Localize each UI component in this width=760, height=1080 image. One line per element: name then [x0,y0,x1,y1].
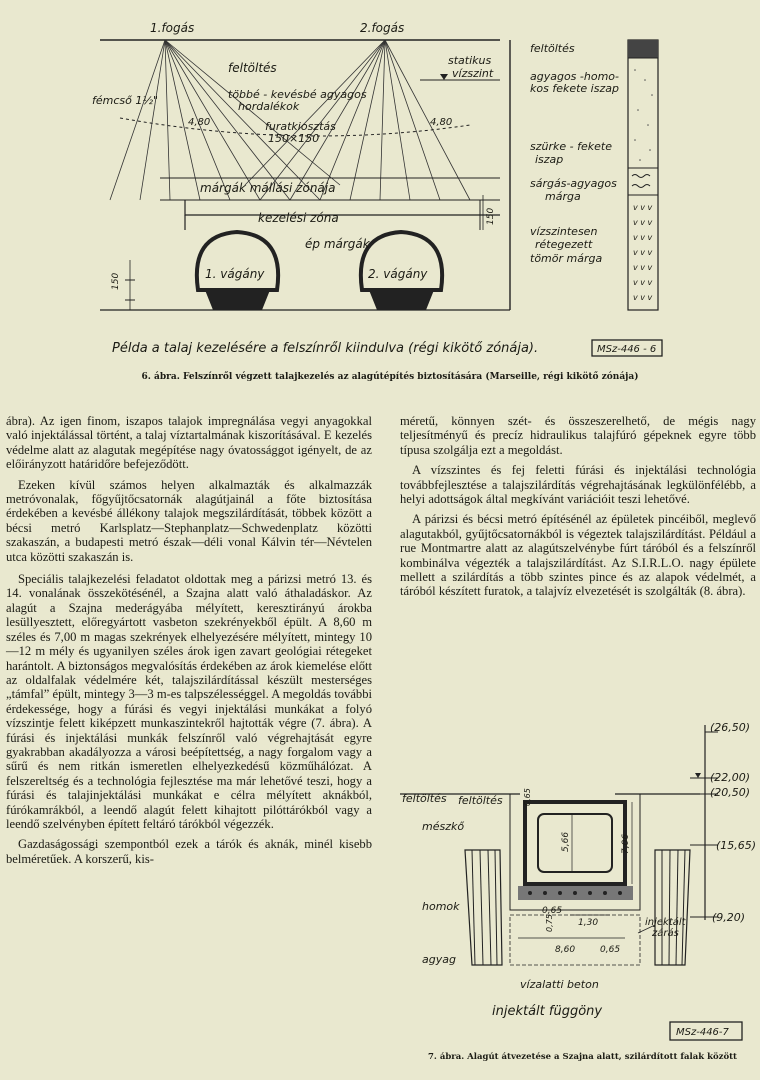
right-paragraph-2: A vízszintes és fej feletti fúrási és injektálási technológia továbbfejlesztése a talajszilárdítás végrehajtásának legkülönfélébb, a helyi adottságok által megkívánt variációit teszi lehetővé. [400,463,756,507]
label-dim-150b: 150 [486,207,496,225]
label-statikus: statikus [448,54,492,67]
legend-4: iszap [535,153,564,166]
figure-7-code: MSz-446-7 [676,1027,729,1038]
left-grouted-wall [465,850,502,965]
svg-text:v v v: v v v [633,233,653,242]
right-paragraph-3: A párizsi és bécsi metró építésénél az épületek pincéiből, meglevő alagutakból, gyűjtőcsatornákból is végeztek talajszilárdítást. Például a rue Montmartre alatt az alagútszelvénybe fúrt táróból és a felszínről kombinálva végezték a talajszilárdítást. Az S.I.R.L.O. nagy épülete mellett a szilárdítás a több szintes pince és az alapok védelmét, a táróból készített furatok, a talajvíz elvezetését is szolgálták (8. ábra). [400,512,756,599]
left-paragraph-2: Ezeken kívül számos helyen alkalmazták és alkalmazzák metróvonalak, főgyűjtőcsatornák alagútjainál a főte biztosítása érdekében a kevésbé állékony talajok megszilárdítását, többek között a bécsi metró Karlsplatz—Stephanplatz—Schwedenplatz közötti szakaszán, a budapesti metró észak—déli vonal Kálvin tér—Névtelen utca közötti szakaszán is. [6,477,372,564]
f7-d130: 1,30 [578,918,599,928]
f7-d860: 8,60 [555,945,576,955]
legend-8: rétegezett [535,238,593,251]
figure-6-drawing [0,0,760,385]
right-paragraph-1: méretű, könnyen szét- és összeszerelhető, de mégis nagy teljesítményű és precíz hidraulikus talajfúró gépeknek egyre több típusa szolgálja ezt a megoldást. [400,414,756,457]
legend-9: tömör márga [530,252,603,265]
label-furat-1: furatkiosztás [265,120,336,133]
tunnel-box-section [525,802,625,884]
legend-5: sárgás-agyagos [530,177,617,190]
left-text-column [6,414,372,872]
label-tobbe-1: többé - kevésbé agyagos [228,88,367,101]
label-vagany-2: 2. vágány [368,267,428,281]
f7-homok: homok [422,900,460,913]
label-femcso: fémcső 1½" [92,94,159,107]
f7-feltoltes-2: feltöltés [458,794,503,807]
tunnel-2 [361,232,442,290]
level-0: (26,50) [710,721,751,734]
figure-7-drawing [400,710,760,1080]
label-furat-2: 150×150 [268,132,320,145]
level-1: (22,00) [710,771,751,784]
f7-zaras-2: zárás [652,928,679,939]
label-dim-150a: 150 [111,272,121,290]
f7-d065b: 0,65 [542,906,563,916]
level-labels [710,721,756,924]
left-paragraph-3: Speciális talajkezelési feladatot oldottak meg a párizsi metró 13. és 14. vonalának összekötésénél, a Szajna alatt való áthaladáskor. Az alagút a Szajna mederágyába mélyített, keresztirányú árokba lesüllyesztett, előregyártott vasbeton szekrényekből épült. A 8,60 m széles és 7,00 m magas szekrények elhelyezésére mélyített, mintegy 10—12 m mély és ugyanilyen széles árok igen zavart geológiai rétegeket harántolt. A biztonságos megvalósítás érdekében az árok kiemelése előtt az oldalfalak védelmére két, talajszilárdítással készült mesterséges „támfal” épült, mintegy 3—3 m-es talpszélességgel. A megoldás további érdekessége, hogy a fúrási és vegyi injektálási munkákat a folyó vízszintje felett kiképzett munkaszintekről hajtották végre (7. ábra). A fúrási és injektálási munkák felszínről való végrehajtását egyre gyakrabban akadályozza a városi beépítettség, a nagy forgalom vagy a sűrű és nem ritkán ismeretlen elhelyezkedésű közműhálózat. A felszereltség és a technológia fejlesztése ma már lehetővé teszi, hogy a fúrási és talajinjektálási munkákat e célra mélyített aknákból, fúrókamrákból, a leendő alagút felett kihajtott pilóttárókból vagy a leendő szelvényben épített feltáró tárókból végezzék. [6,572,372,831]
right-text-column [400,414,756,605]
f7-fuggony: injektált függöny [492,1004,603,1019]
label-feltoltes: feltöltés [228,61,277,75]
svg-text:v v v: v v v [633,203,653,212]
legend-2: kos fekete iszap [530,82,619,95]
legend-labels [530,42,619,265]
f7-meszko: mészkő [422,820,465,833]
label-vagany-1: 1. vágány [205,267,265,281]
legend-0: feltöltés [530,42,575,55]
left-paragraph-4: Gazdaságossági szempontból ezek a tárók és aknák, minél kisebb belméretűek. A korszerű, kis- [6,837,372,866]
figure-6-subtitle: Példa a talaj kezelésére a felszínről kiindulva (régi kikötő zónája). [112,341,539,356]
legend-1: agyagos -homo- [530,70,619,83]
label-vizszint: vízszint [452,67,494,80]
level-3: (15,65) [716,839,757,852]
level-2: (20,50) [710,786,751,799]
legend-6: márga [545,190,581,203]
label-tobbe-2: hordalékok [238,100,300,113]
label-epmargak: ép márgák [305,237,370,251]
left-paragraph-1: ábra). Az igen finom, iszapos talajok impregnálása vegyi anyagokkal való injektálással történt, a talaj víztartalmának kiszorításával. E kezelés védelme alatt az alagutak megépítése nagy óvatossággot igényelt, de az előirányzott határidőre befejeződött. [6,414,372,472]
figure-6-code: MSz-446 - 6 [597,344,657,355]
soil-legend-column [628,40,658,310]
svg-text:v v v: v v v [633,218,653,227]
label-dim-480a: 4,80 [188,117,211,128]
f7-d075: 0,75 [545,914,554,932]
svg-text:v v v: v v v [633,263,653,272]
label-kezelesi: kezelési zóna [258,211,339,225]
label-dim-480b: 4,80 [430,117,453,128]
f7-zaras-1: injektált [645,917,686,928]
tunnel-1 [197,232,278,290]
f7-feltoltes-1: feltöltés [402,792,447,805]
label-margak: márgák mállási zónája [200,181,336,195]
f7-beton: vízalatti beton [520,978,599,991]
f7-agyag: agyag [422,953,456,966]
f7-d706: 7,06 [621,833,631,854]
legend-3: szürke - fekete [530,140,612,153]
level-4: (9,20) [712,911,746,924]
svg-text:v v v: v v v [633,248,653,257]
label-fogas-1: 1.fogás [150,21,195,35]
svg-text:v v v: v v v [633,293,653,302]
f7-d065: 0,65 [523,788,532,806]
f7-d065c: 0,65 [600,945,621,955]
f7-d566: 5,66 [561,831,571,852]
figure-7-caption: 7. ábra. Alagút átvezetése a Szajna alatt, szilárdított falak között [427,1052,737,1062]
right-grouted-wall [655,850,690,965]
figure-6-caption: 6. ábra. Felszínről végzett talajkezelés az alagútépítés biztosítására (Marseille, régi kikötő zónája) [141,372,639,382]
legend-7: vízszintesen [530,225,598,238]
svg-text:v v v: v v v [633,278,653,287]
label-fogas-2: 2.fogás [360,21,405,35]
